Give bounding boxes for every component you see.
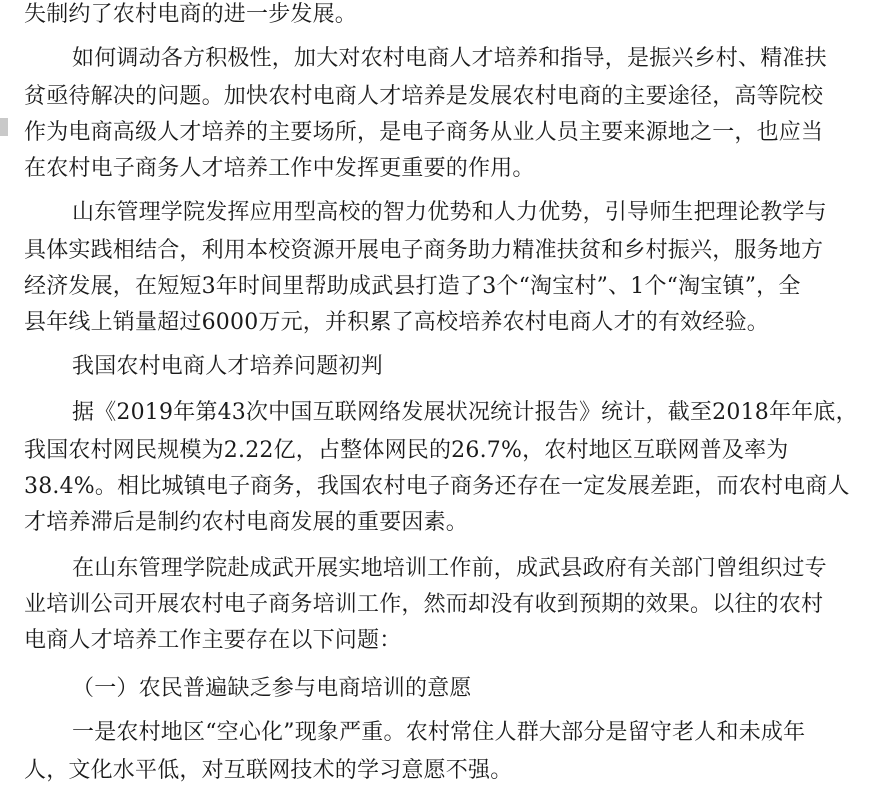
paragraph-6-line-1: 一是农村地区“空心化”现象严重。农村常住人群大部分是留守老人和未成年	[72, 720, 806, 745]
paragraph-2-line-1: 如何调动各方积极性，加大对农村电商人才培养和指导，是振兴乡村、精准扶	[72, 46, 827, 71]
section-heading: 我国农村电商人才培养问题初判	[72, 354, 383, 379]
subsection-heading: （一）农民普遍缺乏参与电商培训的意愿	[72, 676, 472, 701]
paragraph-5-line-3: 电商人才培养工作主要存在以下问题：	[24, 628, 402, 653]
paragraph-6-line-2: 人，文化水平低，对互联网技术的学习意愿不强。	[24, 758, 513, 783]
paragraph-4-line-4: 才培养滞后是制约农村电商发展的重要因素。	[24, 510, 469, 535]
paragraph-5-line-1: 在山东管理学院赴成武开展实地培训工作前，成武县政府有关部门曾组织过专	[72, 556, 827, 581]
text-line-continuation: 失制约了农村电商的进一步发展。	[24, 2, 358, 27]
paragraph-4-line-1: 据《2019年第43次中国互联网络发展状况统计报告》统计，截至2018年年底，	[72, 400, 858, 425]
paragraph-2-line-2: 贫亟待解决的问题。加快农村电商人才培养是发展农村电商的主要途径，高等院校	[24, 84, 824, 109]
paragraph-2-line-3: 作为电商高级人才培养的主要场所，是电子商务从业人员主要来源地之一，也应当	[24, 120, 824, 145]
paragraph-3-line-3: 经济发展，在短短3年时间里帮助成武县打造了3个“淘宝村”、1个“淘宝镇”，全	[24, 274, 801, 299]
paragraph-4-line-3: 38.4%。相比城镇电子商务，我国农村电子商务还存在一定发展差距，而农村电商人	[24, 474, 850, 499]
paragraph-2-line-4: 在农村电子商务人才培养工作中发挥更重要的作用。	[24, 156, 535, 181]
paragraph-4-line-2: 我国农村网民规模为2.22亿，占整体网民的26.7%，农村地区互联网普及率为	[24, 438, 789, 463]
paragraph-3-line-2: 具体实践相结合，利用本校资源开展电子商务助力精准扶贫和乡村振兴，服务地方	[24, 238, 824, 263]
paragraph-3-line-1: 山东管理学院发挥应用型高校的智力优势和人力优势，引导师生把理论教学与	[72, 200, 827, 225]
paragraph-3-line-4: 县年线上销量超过6000万元，并积累了高校培养农村电商人才的有效经验。	[24, 310, 769, 335]
paragraph-5-line-2: 业培训公司开展农村电子商务培训工作，然而却没有收到预期的效果。以往的农村	[24, 592, 824, 617]
page-edge-mark	[0, 118, 8, 136]
